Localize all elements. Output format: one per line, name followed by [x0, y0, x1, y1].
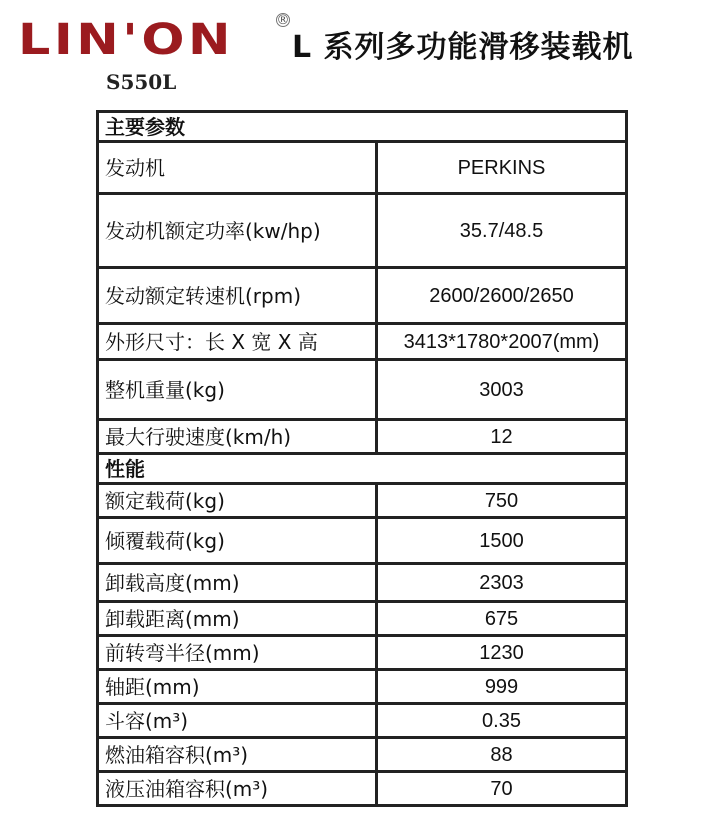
spec-label: 整机重量(kg): [98, 360, 377, 420]
spec-value: 12: [377, 420, 627, 454]
spec-value: 3413*1780*2007(mm): [377, 324, 627, 360]
spec-label: 液压油箱容积(m³): [98, 772, 377, 806]
spec-value: 88: [377, 738, 627, 772]
spec-value: 3003: [377, 360, 627, 420]
logo-text: LIN'ON: [18, 15, 235, 65]
spec-value: 1230: [377, 636, 627, 670]
spec-label: 斗容(m³): [98, 704, 377, 738]
spec-value: 675: [377, 602, 627, 636]
spec-value: 0.35: [377, 704, 627, 738]
spec-label: 燃油箱容积(m³): [98, 738, 377, 772]
spec-label: 额定载荷(kg): [98, 484, 377, 518]
spec-label: 发动机额定功率(kw/hp): [98, 194, 377, 268]
table-row: [98, 484, 627, 518]
table-row: [98, 670, 627, 704]
table-row: [98, 324, 627, 360]
spec-label: 卸载高度(mm): [98, 564, 377, 602]
spec-label: 发动额定转速机(rpm): [98, 268, 377, 324]
table-row: [98, 564, 627, 602]
table-row: [98, 704, 627, 738]
spec-value: 70: [377, 772, 627, 806]
model-number: S550L: [106, 70, 177, 94]
table-row: [98, 518, 627, 564]
table-row: [98, 738, 627, 772]
spec-value: PERKINS: [377, 142, 627, 194]
spec-label: 前转弯半径(mm): [98, 636, 377, 670]
series-title: L 系列多功能滑移装载机: [292, 30, 634, 65]
spec-label: 轴距(mm): [98, 670, 377, 704]
table-row: [98, 360, 627, 420]
table-row: [98, 194, 627, 268]
table-row: [98, 772, 627, 806]
section-row: [98, 112, 627, 142]
spec-value: 2600/2600/2650: [377, 268, 627, 324]
spec-value: 1500: [377, 518, 627, 564]
registered-mark-icon: ®: [276, 12, 290, 28]
table-row: [98, 602, 627, 636]
table-row: [98, 420, 627, 454]
section-row: [98, 454, 627, 484]
section-heading: 性能: [98, 454, 627, 484]
spec-label: 卸载距离(mm): [98, 602, 377, 636]
spec-label: 外形尺寸：长 X 宽 X 高: [98, 324, 377, 360]
spec-value: 999: [377, 670, 627, 704]
spec-value: 750: [377, 484, 627, 518]
spec-label: 最大行驶速度(km/h): [98, 420, 377, 454]
brand-logo: [18, 12, 290, 65]
spec-label: 发动机: [98, 142, 377, 194]
spec-label: 倾覆载荷(kg): [98, 518, 377, 564]
table-row: [98, 636, 627, 670]
spec-table: [96, 110, 628, 807]
table-row: [98, 268, 627, 324]
spec-value: 2303: [377, 564, 627, 602]
section-heading: 主要参数: [98, 112, 627, 142]
spec-value: 35.7/48.5: [377, 194, 627, 268]
table-row: [98, 142, 627, 194]
